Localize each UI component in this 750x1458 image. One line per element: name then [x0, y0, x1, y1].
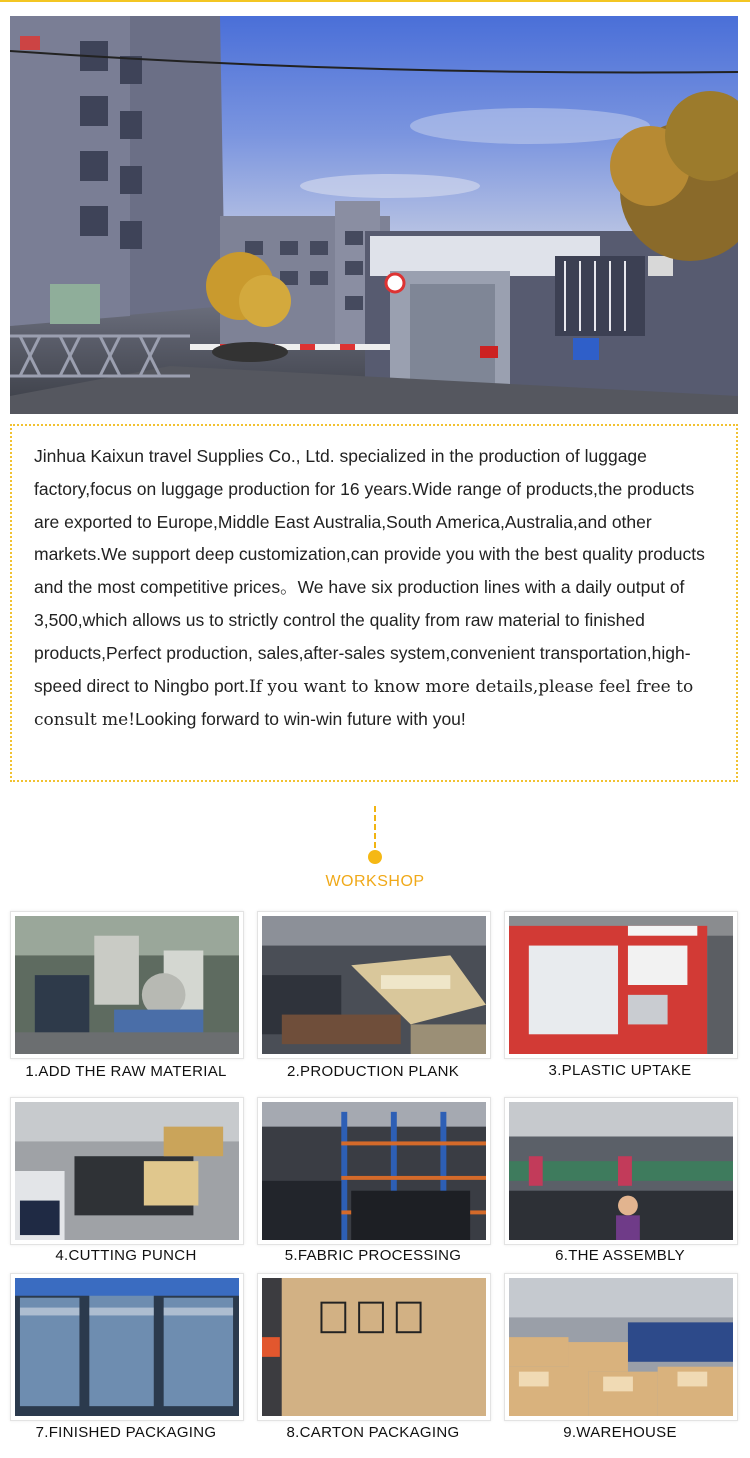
- workshop-caption-4: 4.CUTTING PUNCH: [55, 1247, 197, 1264]
- factory-building-photo: [10, 16, 738, 414]
- workshop-card-finished-packaging: [10, 1273, 244, 1421]
- workshop-card-plastic-uptake: [504, 911, 738, 1059]
- finished-packaging-photo: [15, 1278, 239, 1416]
- workshop-card-assembly: [504, 1097, 738, 1245]
- workshop-caption-5: 5.FABRIC PROCESSING: [284, 1247, 462, 1264]
- company-introduction: [10, 424, 738, 782]
- plastic-uptake-photo: [509, 916, 733, 1054]
- workshop-card-carton-packaging: [257, 1273, 491, 1421]
- intro-closing-text: Looking forward to win-win future with you!: [135, 709, 466, 730]
- workshop-card-fabric-processing: [257, 1097, 491, 1245]
- intro-consult-text: If you want to know more details,please feel free to consult me!: [34, 676, 694, 731]
- warehouse-photo: [509, 1278, 733, 1416]
- workshop-caption-6: 6.THE ASSEMBLY: [555, 1247, 685, 1264]
- fabric-processing-photo: [262, 1102, 486, 1240]
- workshop-card-cutting-punch: [10, 1097, 244, 1245]
- workshop-card-warehouse: [504, 1273, 738, 1421]
- workshop-caption-9: 9.WAREHOUSE: [563, 1424, 677, 1441]
- workshop-card-raw-material: [10, 911, 244, 1059]
- assembly-photo: [509, 1102, 733, 1240]
- workshop-caption-8: 8.CARTON PACKAGING: [286, 1424, 460, 1441]
- workshop-caption-7: 7.FINISHED PACKAGING: [35, 1424, 217, 1441]
- workshop-caption-2: 2.PRODUCTION PLANK: [286, 1063, 460, 1080]
- carton-packaging-photo: [262, 1278, 486, 1416]
- workshop-caption-1: 1.ADD THE RAW MATERIAL: [25, 1063, 227, 1080]
- top-accent-rule: [0, 0, 750, 2]
- cutting-punch-photo: [15, 1102, 239, 1240]
- workshop-caption-3: 3.PLASTIC UPTAKE: [548, 1062, 692, 1079]
- workshop-title: WORKSHOP: [325, 873, 425, 890]
- production-plank-photo: [262, 916, 486, 1054]
- workshop-card-production-plank: [257, 911, 491, 1059]
- workshop-divider-dot: [368, 850, 382, 864]
- workshop-divider-line: [374, 806, 376, 848]
- intro-main-text: Jinhua Kaixun travel Supplies Co., Ltd. specialized in the production of luggage factory,focus on luggage production for 16 years.Wide range of products,the products are exported to Europe,Middle East Australia,South America,Australia,and other markets.We support deep customization,can provide you with the best quality products and the most competitive prices。We have six production lines with a daily output of 3,500,which allows us to strictly control the quality from raw material to finished products,Perfect production, sales,after-sales system,convenient transportation,high-speed direct to Ningbo port.: [34, 446, 705, 696]
- raw-material-photo: [15, 916, 239, 1054]
